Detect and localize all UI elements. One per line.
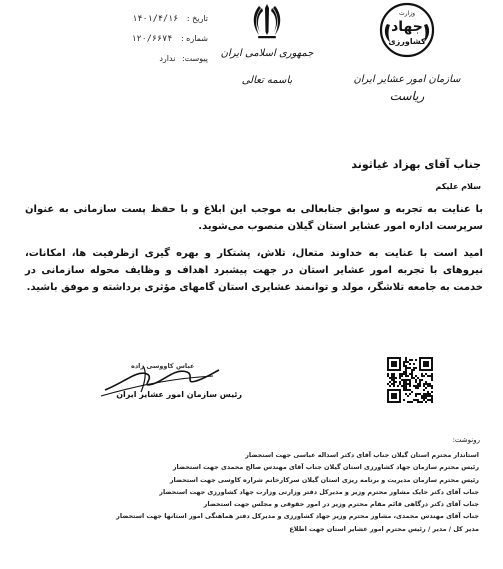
ministry-block: [342, 2, 472, 103]
date-row: [88, 12, 208, 26]
cc-item: مدیر کل / مدیر / رئیس محترم امور عشایر استان جهت اطلاع: [289, 524, 479, 533]
cc-item: استاندار محترم استان گیلان جناب آقای دکتر اسداله عباسی جهت استحضار: [245, 451, 479, 459]
number-row: [88, 32, 208, 46]
ministry-top-text: وزارت: [398, 10, 415, 17]
attachment-row: [88, 52, 208, 65]
republic-emblem-block: [222, 2, 312, 86]
date-value: ۱۴۰۱/۴/۱۶: [132, 14, 179, 24]
signer-name: عباس کاووسی زاده: [131, 362, 195, 370]
ministry-bot-text: کشاورزی: [388, 37, 426, 46]
letter-meta: [88, 12, 208, 65]
iran-emblem-icon: [250, 2, 284, 42]
ministry-logo-icon: [379, 2, 435, 58]
cc-item: جناب آقای مهندس محمدی، مشاور محترم وزیر جهاد کشاورزی و مدیرکل دفتر هماهنگی امور استانها جهت استحضار: [116, 512, 479, 521]
signature-title: رئیس سازمان امور عشایر ایران: [116, 390, 242, 399]
cc-item: رئیس محترم سازمان جهاد کشاورزی استان گیلان جناب آقای مهندس صالح محمدی جهت استحضار: [172, 463, 479, 472]
paragraph-2: امید است با عنایت به خداوند متعال، تلاش، پشتکار و بهره گیری ازظرفیت ها، امکانات، نیروهای با تجربه امور عشایر استان در جهت پیشبرد اهداف و وظایف محوله سازمانی در خدمت به جامعه تلاشگر، مولد و توانمند عشایری استان گامهای مؤثری برداشته و موفق باشید.: [25, 248, 483, 293]
dept-caption: ریاست: [389, 89, 425, 103]
number-label: شماره :: [180, 34, 208, 43]
date-label: تاریخ :: [186, 14, 208, 23]
qr-code-icon: [387, 357, 433, 403]
cc-item: جناب آقای دکتر درگاهی قائم مقام محترم وزیر در امور حقوقی و مجلس جهت استحضار: [203, 500, 479, 509]
cc-title: رونوشت:: [452, 436, 480, 444]
attachment-label: پیوست:: [181, 54, 208, 63]
cc-list: [30, 449, 479, 535]
ministry-mid-text: جهاد: [391, 19, 423, 35]
greeting-line: سلام علیکم: [435, 182, 481, 191]
number-value: ۱۲۰/۶۶۷۴: [131, 34, 173, 44]
republic-caption: جمهوری اسلامی ایران: [220, 48, 314, 59]
recipient-line: جناب آقای بهزاد غیاثوند: [351, 158, 481, 171]
cc-item: جناب آقای دکتر حایک مشاور محترم وزیر و مدیرکل دفتر وزارتی وزارت جهاد کشاورزی جهت استحضار: [159, 487, 479, 496]
in-name-caption: باسمه تعالی: [241, 75, 293, 86]
paragraph-1: با عنایت به تجربه و سوابق جنابعالی به موجب این ابلاغ و با حفظ پست سازمانی به عنوان سرپرست اداره امور عشایر استان گیلان منصوب می‌شوید.: [25, 204, 483, 232]
cc-item: رئیس محترم سازمان مدیریت و برنامه ریزی استان گیلان سرکارخانم شراره کاوسی جهت استحضار: [169, 475, 479, 484]
org-caption: سازمان امور عشایر ایران: [353, 74, 461, 85]
attachment-value: ندارد: [159, 54, 176, 63]
